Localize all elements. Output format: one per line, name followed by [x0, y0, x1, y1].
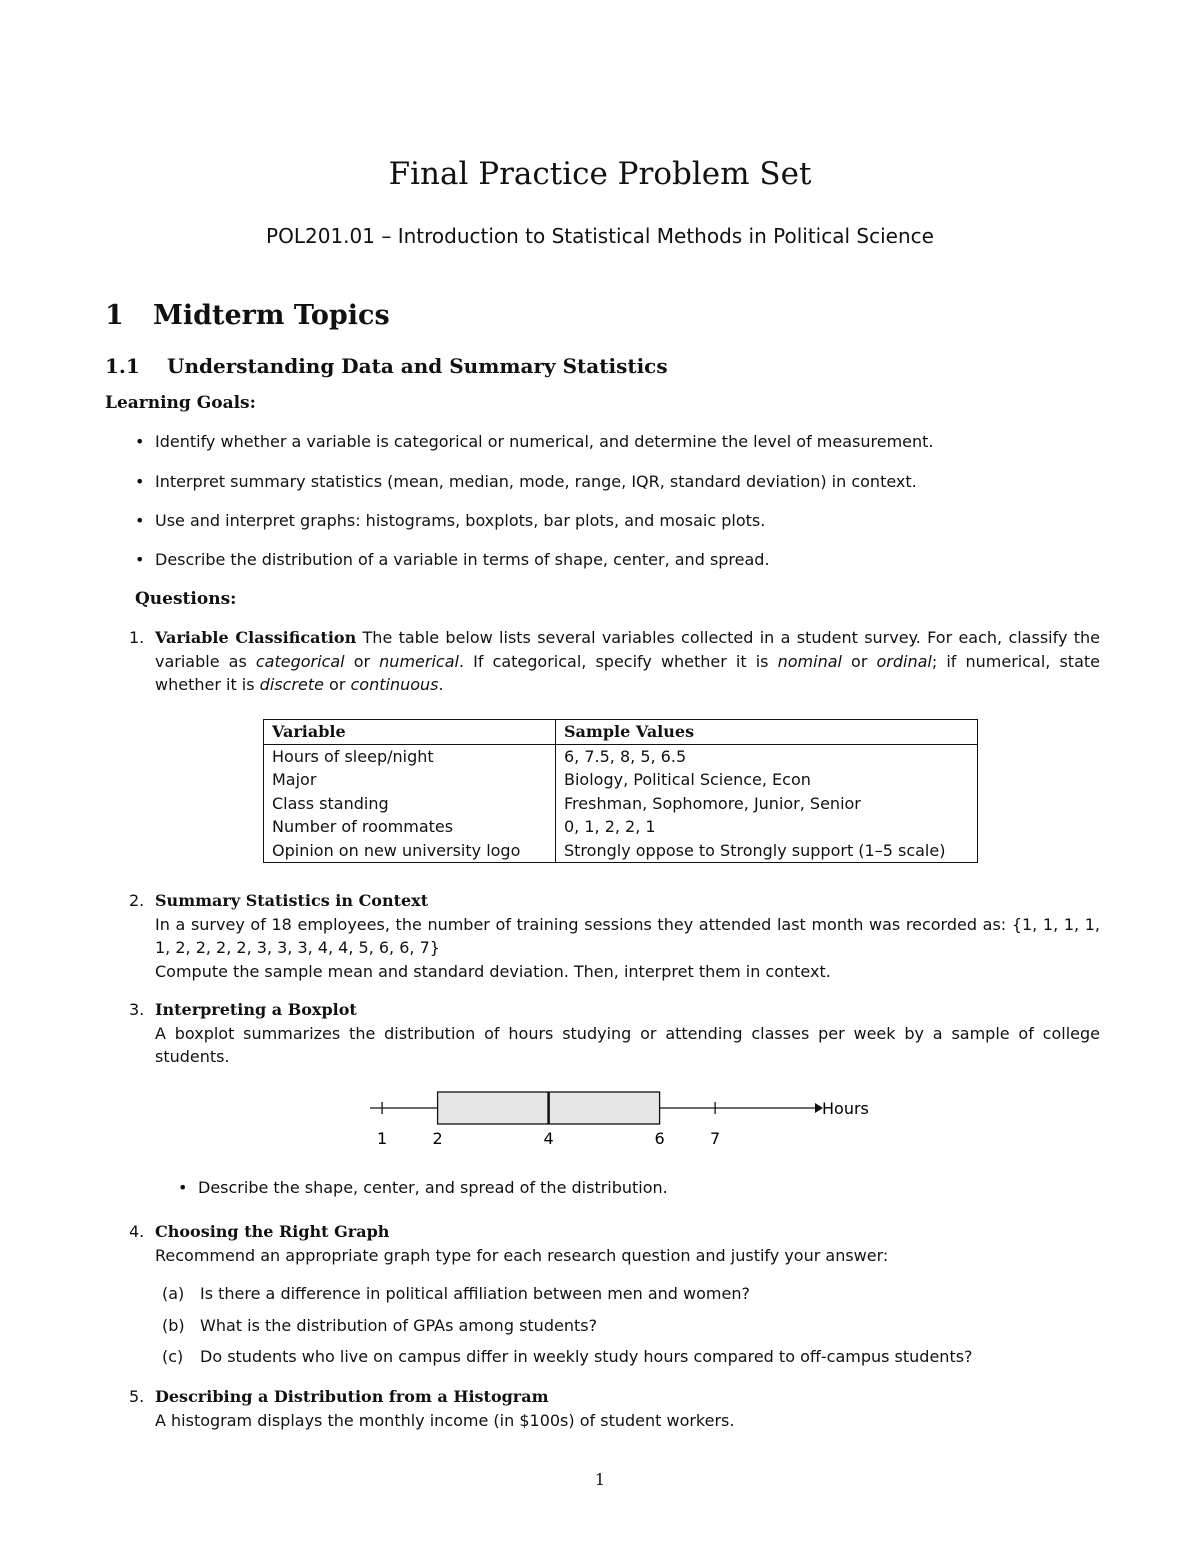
table-header: Sample Values [556, 720, 978, 745]
table-row: Opinion on new university logo Strongly oppose to Strongly support (1–5 scale) [264, 839, 978, 863]
course-subtitle: POL201.01 – Introduction to Statistical Methods in Political Science [266, 224, 934, 248]
table-header: Variable [264, 720, 556, 745]
section-number: 1 [105, 300, 124, 331]
questions-label: Questions: [135, 589, 237, 609]
document-title: Final Practice Problem Set [388, 156, 812, 192]
table-header-row [264, 720, 978, 745]
bullet-icon: • [135, 432, 145, 451]
tick-label: 2 [432, 1129, 443, 1148]
variables-table [263, 719, 978, 863]
bullet-icon: • [135, 511, 145, 530]
question-number: 3. [129, 1000, 145, 1019]
learning-goal-item: • Identify whether a variable is categorical or numerical, and determine the level of measurement. [135, 432, 934, 451]
learning-goal-item: • Use and interpret graphs: histograms, boxplots, bar plots, and mosaic plots. [135, 511, 766, 530]
tick-label: 4 [543, 1129, 554, 1148]
question-title: Describing a Distribution from a Histogram [155, 1387, 549, 1406]
boxplot-question-bullet: • Describe the shape, center, and spread of the distribution. [178, 1178, 668, 1197]
question-title: Summary Statistics in Context [155, 891, 429, 910]
section-title: Midterm Topics [153, 300, 390, 331]
question-number: 4. [129, 1222, 145, 1241]
bullet-icon: • [135, 472, 145, 491]
boxplot-axis-label: Hours [822, 1099, 869, 1118]
tick-label: 6 [654, 1129, 665, 1148]
subsection-title: Understanding Data and Summary Statistics [167, 354, 668, 378]
question-title: Choosing the Right Graph [155, 1222, 390, 1241]
section-heading [105, 300, 390, 331]
tick-label: 1 [377, 1129, 388, 1148]
sub-question: (a) Is there a difference in political affiliation between men and women? [162, 1284, 750, 1303]
bullet-icon: • [135, 550, 145, 569]
table-row: Class standing Freshman, Sophomore, Junior, Senior [264, 792, 978, 816]
learning-goal-item: • Interpret summary statistics (mean, median, mode, range, IQR, standard deviation) in context. [135, 472, 917, 491]
tick-label: 7 [710, 1129, 721, 1148]
question-4: 4. Choosing the Right Graph Recommend an appropriate graph type for each research question and justify your answer: [129, 1222, 889, 1265]
question-title: Interpreting a Boxplot [155, 1000, 357, 1019]
question-number: 5. [129, 1387, 145, 1406]
learning-goal-item: • Describe the distribution of a variable in terms of shape, center, and spread. [135, 550, 770, 569]
table-row: Major Biology, Political Science, Econ [264, 768, 978, 792]
question-1: 1. Variable Classification The table below lists several variables collected in a student survey. For each, classify the variable as categorical or numerical. If categorical, specify whether it is nominal or ordinal; if numerical, state whether it is discrete or continuous. [129, 628, 1101, 694]
bullet-icon: • [178, 1178, 188, 1197]
table-row: Number of roommates 0, 1, 2, 2, 1 [264, 815, 978, 839]
question-title: Variable Classification [155, 628, 357, 647]
question-number: 1. [129, 628, 145, 647]
table-row: Hours of sleep/night 6, 7.5, 8, 5, 6.5 [264, 744, 978, 768]
question-2: 2. Summary Statistics in Context In a survey of 18 employees, the number of training sessions they attended last month was recorded as: {1, 1, 1, 1, 1, 2, 2, 2, 2, 3, 3, 3, 4, 4, 5, 6, 6, 7} Compute the sample mean and standard deviation. Then, interpret them in context. [129, 891, 1100, 981]
question-3: 3. Interpreting a Boxplot A boxplot summarizes the distribution of hours studying or attending classes per week by a sample of college students. [129, 1000, 1100, 1066]
boxplot [360, 1085, 900, 1155]
sub-question: (b) What is the distribution of GPAs among students? [162, 1316, 598, 1335]
question-5: 5. Describing a Distribution from a Histogram A histogram displays the monthly income (in $100s) of student workers. [129, 1387, 735, 1430]
subsection-number: 1.1 [105, 354, 140, 378]
sub-question: (c) Do students who live on campus differ in weekly study hours compared to off-campus students? [162, 1347, 973, 1366]
subsection-heading [105, 354, 668, 378]
page-number: 1 [594, 1470, 606, 1489]
question-number: 2. [129, 891, 145, 910]
learning-goals-label: Learning Goals: [105, 393, 256, 413]
